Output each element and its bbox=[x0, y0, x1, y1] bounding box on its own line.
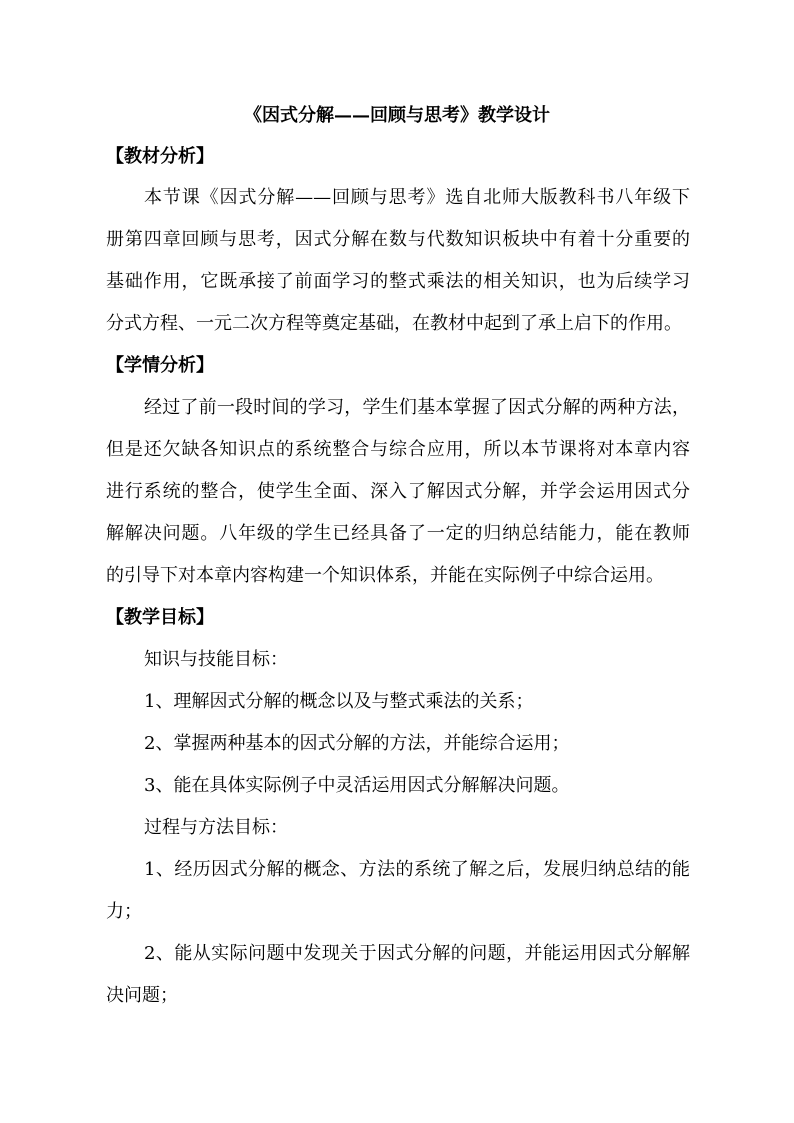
section-heading-students: 【学情分析】 bbox=[106, 355, 214, 376]
knowledge-goal-item: 3、能在具体实际例子中灵活运用因式分解解决问题。 bbox=[144, 775, 570, 796]
document-title: 《因式分解——回顾与思考》教学设计 bbox=[244, 105, 550, 126]
knowledge-goal-item: 2、掌握两种基本的因式分解的方法，并能综合运用； bbox=[144, 733, 570, 754]
paragraph-line: 册第四章回顾与思考，因式分解在数与代数知识板块中有着十分重要的 bbox=[106, 229, 690, 250]
section-heading-goals: 【教学目标】 bbox=[106, 607, 214, 628]
process-goal-item-continuation: 力； bbox=[106, 901, 142, 922]
knowledge-goals-label: 知识与技能目标： bbox=[144, 649, 288, 670]
process-goal-item: 2、能从实际问题中发现关于因式分解的问题，并能运用因式分解解 bbox=[144, 943, 690, 964]
paragraph-line: 解解决问题。八年级的学生已经具备了一定的归纳总结能力，能在教师 bbox=[106, 523, 690, 544]
knowledge-goal-item: 1、理解因式分解的概念以及与整式乘法的关系； bbox=[144, 691, 534, 712]
process-goal-item-continuation: 决问题； bbox=[106, 985, 178, 1006]
process-goal-item: 1、经历因式分解的概念、方法的系统了解之后，发展归纳总结的能 bbox=[144, 859, 690, 880]
paragraph-line: 经过了前一段时间的学习，学生们基本掌握了因式分解的两种方法， bbox=[144, 397, 690, 418]
paragraph-line: 分式方程、一元二次方程等奠定基础，在教材中起到了承上启下的作用。 bbox=[106, 313, 682, 334]
paragraph-line: 本节课《因式分解——回顾与思考》选自北师大版教科书八年级下 bbox=[144, 187, 690, 208]
paragraph-line: 但是还欠缺各知识点的系统整合与综合应用，所以本节课将对本章内容 bbox=[106, 439, 690, 460]
process-goals-label: 过程与方法目标： bbox=[144, 817, 288, 838]
paragraph-line: 基础作用，它既承接了前面学习的整式乘法的相关知识，也为后续学习 bbox=[106, 271, 690, 292]
section-heading-material: 【教材分析】 bbox=[106, 146, 214, 167]
paragraph-line: 进行系统的整合，使学生全面、深入了解因式分解，并学会运用因式分 bbox=[106, 481, 690, 502]
paragraph-line: 的引导下对本章内容构建一个知识体系，并能在实际例子中综合运用。 bbox=[106, 565, 664, 586]
